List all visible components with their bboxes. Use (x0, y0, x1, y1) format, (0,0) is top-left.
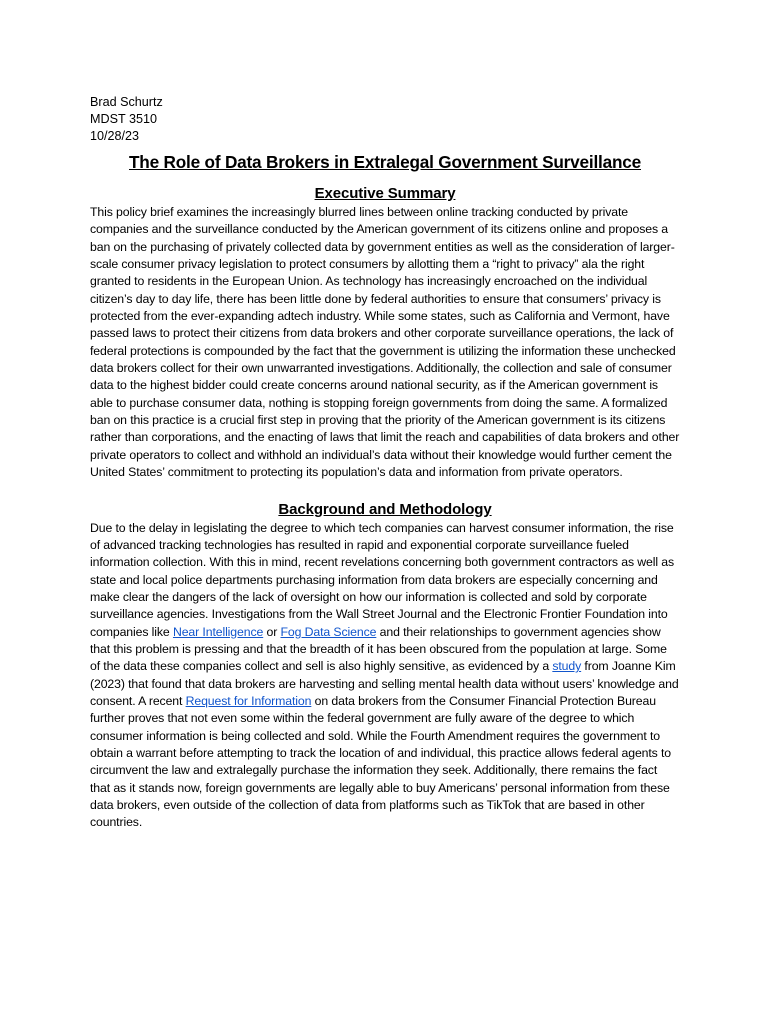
background-text-3: and their relationships to government agencies show that this problem is pressing and that the breadth of it has been obscured from the population at large. Some of the data these companies collect and sell is also highly sensitive, as evidenced by a (90, 624, 667, 674)
study-link[interactable]: study (552, 659, 582, 674)
background-paragraph (90, 520, 680, 832)
background-text-5: on data brokers from the Consumer Financial Protection Bureau further proves that not even some within the federal government are fully aware of the degree to which consumer information is being collected and sold. While the Fourth Amendment requires the government to obtain a warrant before attempting to track the location of and individual, this practice allows federal agents to circumvent the law and extralegally purchase the information they seek. Additionally, there remains the fact that as it stands now, foreign governments are legally able to buy Americans’ personal information from these data brokers, even outside of the collection of data from platforms such as TikTok that are based in other countries. (90, 693, 672, 830)
document-title: The Role of Data Brokers in Extralegal Government Surveillance (129, 152, 641, 172)
request-for-information-link[interactable]: Request for Information (185, 693, 312, 708)
near-intelligence-link[interactable]: Near Intelligence (172, 624, 264, 639)
background-text-2: or (263, 624, 281, 639)
executive-summary-paragraph: This policy brief examines the increasingly blurred lines between online tracking conducted by private companies and the surveillance conducted by the American government of its citizens online and proposes a ban on the purchasing of privately collected data by government entities as well as the consideration of larger-scale consumer privacy legislation to protect consumers by allotting them a “right to privacy” ala the right granted to residents in the European Union. As technology has increasingly encroached on the individual citizen’s day to day life, there has been little done by federal authorities to ensure that consumers’ privacy is protected from the ever-expanding adtech industry. While some states, such as California and Vermont, have passed laws to protect their citizens from data brokers and other corporate surveillance operations, the lack of federal protections is compounded by the fact that the government is utilizing the information these unchecked data brokers collect for their own unwarranted investigations. Additionally, the collection and sale of consumer data to the highest bidder could create concerns around national security, as if the American government is able to purchase consumer data, nothing is stopping foreign governments from doing the same. A formalized ban on this practice is a crucial first step in proving that the priority of the American government is its citizens rather than corporations, and the enacting of laws that limit the reach and capabilities of data brokers and other private operators to collect and withhold an individual’s data without their knowledge would further cement the United States’ commitment to protecting its population’s data and information from private operators. (90, 205, 680, 480)
course-code: MDST 3510 (90, 112, 157, 126)
document-date: 10/28/23 (90, 129, 140, 143)
author-name: Brad Schurtz (90, 95, 163, 109)
background-heading: Background and Methodology (278, 500, 492, 518)
fog-data-science-link[interactable]: Fog Data Science (280, 624, 377, 639)
background-text-1: Due to the delay in legislating the degree to which tech companies can harvest consumer information, the rise of advanced tracking technologies has resulted in rapid and exponential corporate surveillance fueled information collection. With this in mind, recent revelations concerning both government contractors as well as state and local police departments purchasing information from data brokers are especially concerning and make clear the dangers of the lack of oversight on how our information is collected and sold by corporate surveillance agencies. Investigations from the Wall Street Journal and the Electronic Frontier Foundation into companies like (90, 520, 675, 639)
executive-summary-heading: Executive Summary (314, 185, 456, 202)
background-text-4: from Joanne Kim (2023) that found that data brokers are harvesting and selling mental health data without users’ knowledge and consent. A recent (90, 659, 679, 708)
